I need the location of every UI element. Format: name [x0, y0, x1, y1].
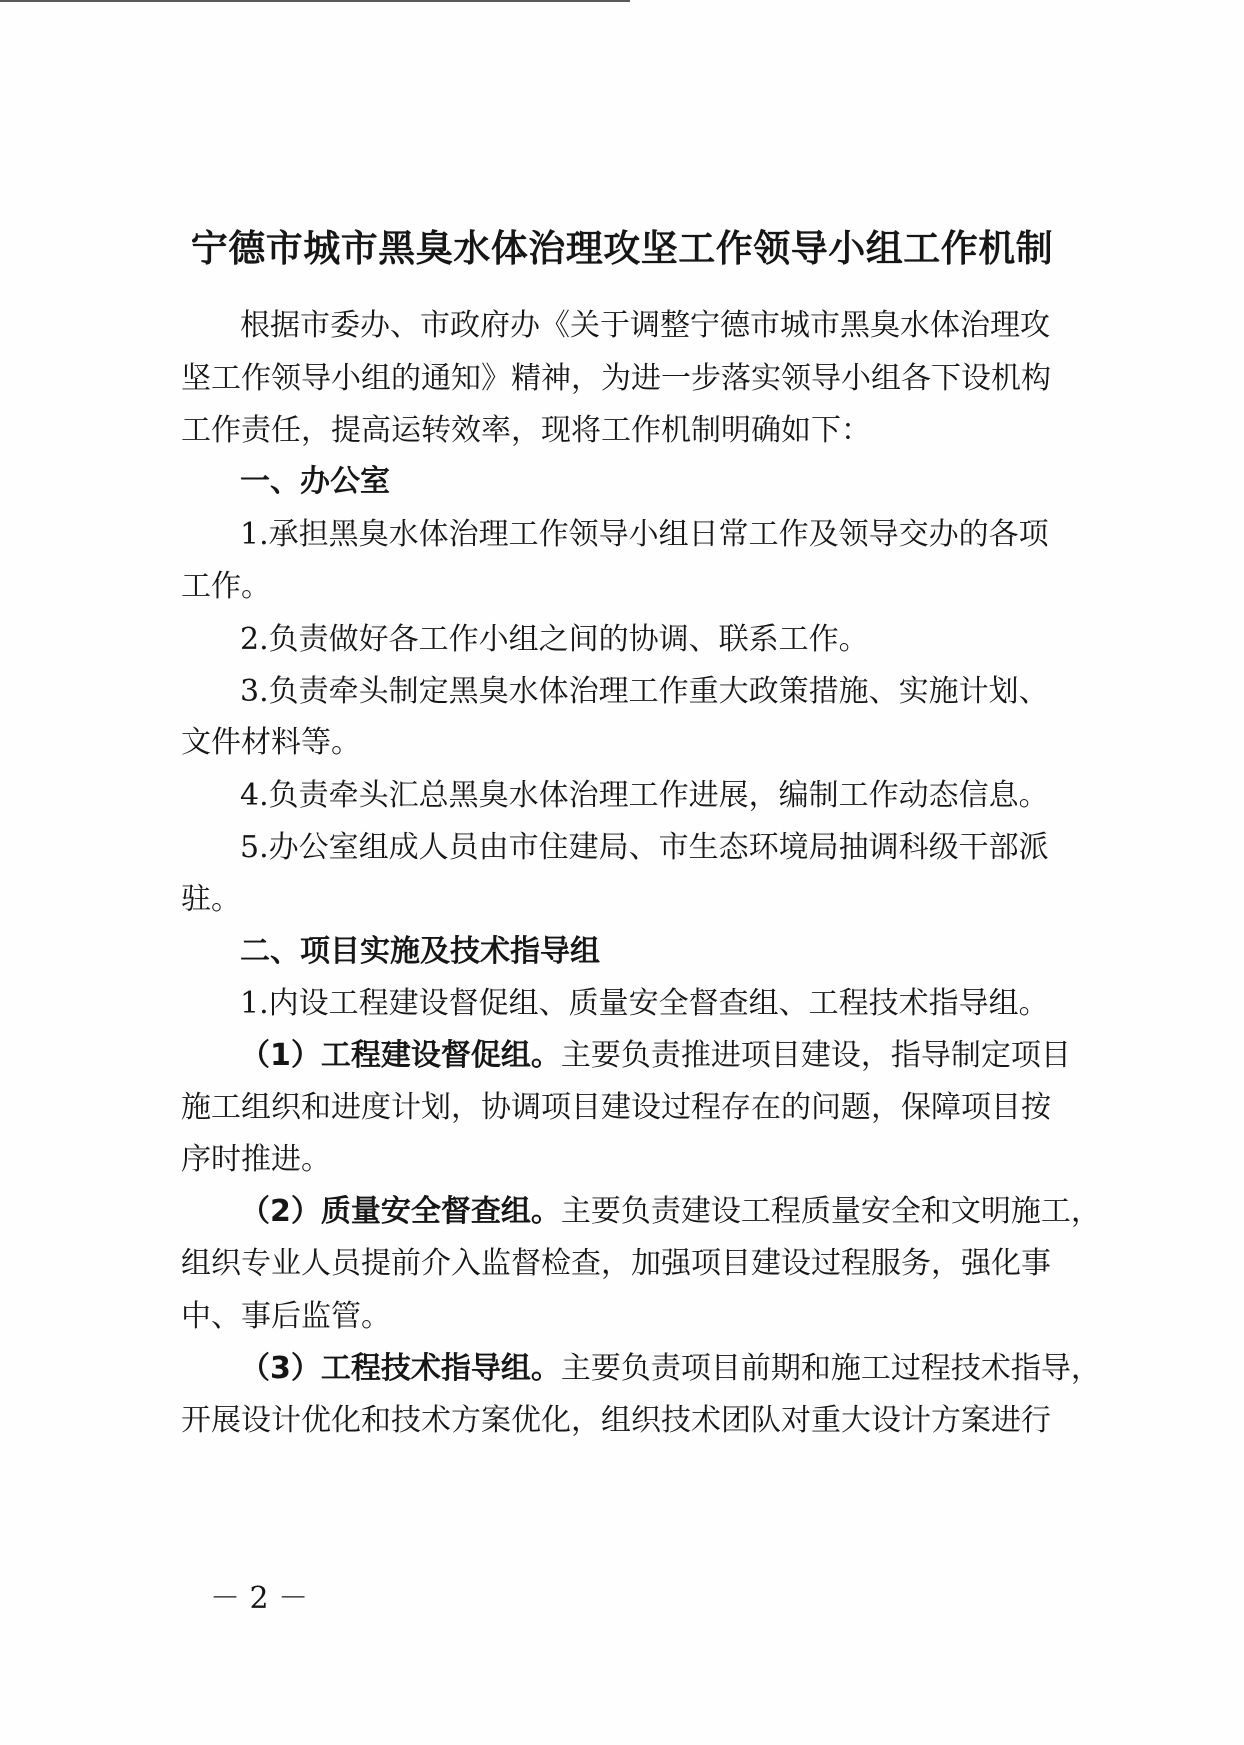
subgroup-2-line — [240, 1192, 1101, 1232]
subgroup-3-text: 主要负责项目前期和施工过程技术指导， — [560, 1351, 1101, 1386]
intro-line-1: 根据市委办、市政府办《关于调整宁德市城市黑臭水体治理攻 — [240, 308, 1050, 343]
subgroup-3-cont-1: 开展设计优化和技术方案优化，组织技术团队对重大设计方案进行 — [181, 1403, 1051, 1438]
project-item-1: 1.内设工程建设督促组、质量安全督查组、工程技术指导组。 — [240, 986, 1049, 1021]
intro-line-2: 坚工作领导小组的通知》精神，为进一步落实领导小组各下设机构 — [181, 361, 1051, 396]
document-title: 宁德市城市黑臭水体治理攻坚工作领导小组工作机制 — [190, 227, 1054, 270]
subgroup-1-cont-1: 施工组织和进度计划，协调项目建设过程存在的问题，保障项目按 — [181, 1090, 1051, 1125]
subgroup-1-cont-2: 序时推进。 — [181, 1142, 331, 1177]
subgroup-3-line — [240, 1349, 1101, 1389]
office-item-5-cont: 驻。 — [181, 882, 241, 917]
subgroup-2-label: （2）质量安全督查组。 — [240, 1194, 561, 1229]
intro-line-3: 工作责任，提高运转效率，现将工作机制明确如下： — [181, 413, 871, 448]
office-item-1: 1.承担黑臭水体治理工作领导小组日常工作及领导交办的各项 — [240, 517, 1049, 552]
office-item-3: 3.负责牵头制定黑臭水体治理工作重大政策措施、实施计划、 — [240, 674, 1049, 709]
office-item-1-cont: 工作。 — [181, 569, 271, 604]
subgroup-1-label: （1）工程建设督促组。 — [240, 1038, 561, 1073]
subgroup-2-cont-1: 组织专业人员提前介入监督检查，加强项目建设过程服务，强化事 — [181, 1246, 1051, 1281]
office-item-3-cont: 文件材料等。 — [181, 725, 361, 760]
subgroup-1-line — [240, 1036, 1071, 1076]
subgroup-2-cont-2: 中、事后监管。 — [181, 1299, 391, 1334]
section-heading-office: 一、办公室 — [240, 464, 390, 499]
office-item-2: 2.负责做好各工作小组之间的协调、联系工作。 — [240, 622, 869, 657]
office-item-5: 5.办公室组成人员由市住建局、市生态环境局抽调科级干部派 — [240, 830, 1049, 865]
page-number: － 2 － — [210, 1581, 309, 1616]
subgroup-1-text: 主要负责推进项目建设，指导制定项目 — [560, 1038, 1071, 1073]
subgroup-3-label: （3）工程技术指导组。 — [240, 1351, 561, 1386]
scan-edge-line — [0, 0, 630, 2]
section-heading-project: 二、项目实施及技术指导组 — [240, 934, 600, 969]
subgroup-2-text: 主要负责建设工程质量安全和文明施工， — [560, 1194, 1101, 1229]
office-item-4: 4.负责牵头汇总黑臭水体治理工作进展，编制工作动态信息。 — [240, 778, 1049, 813]
